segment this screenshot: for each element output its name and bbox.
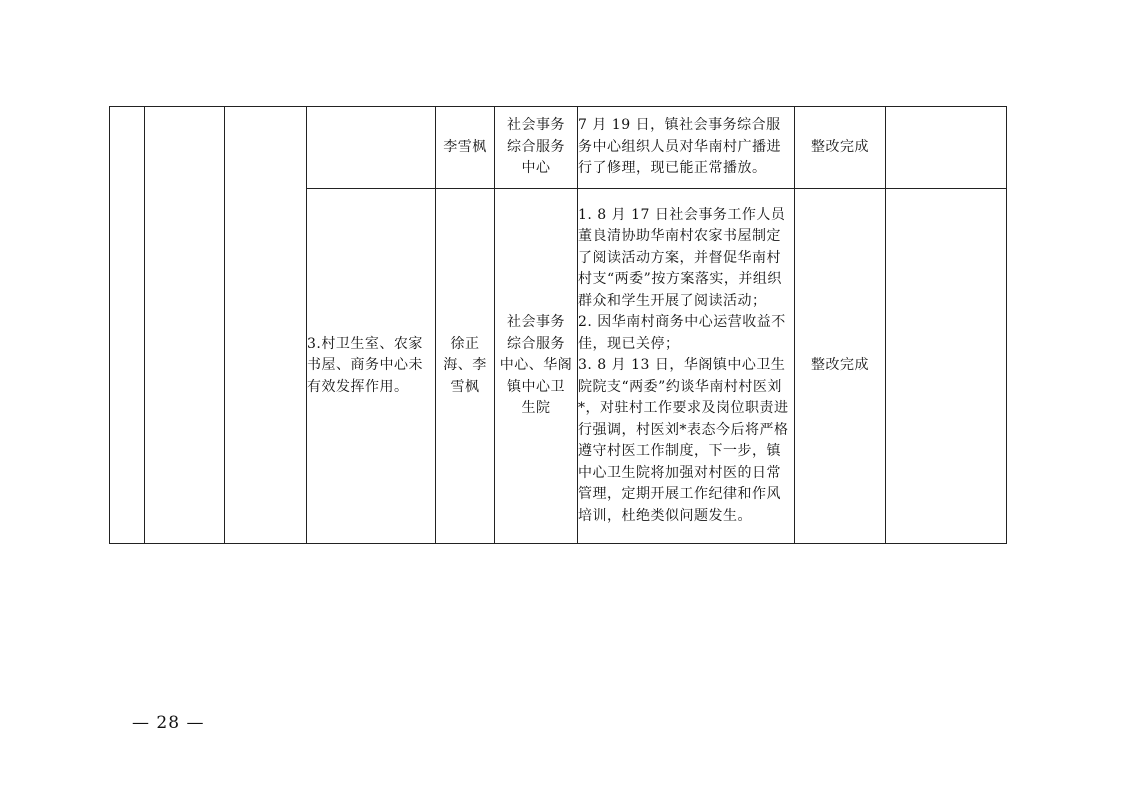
note-cell xyxy=(886,107,1007,189)
rectification-table xyxy=(109,106,1007,544)
measures-text: 7 月 19 日，镇社会事务综合服务中心组织人员对华南村广播进行了修理，现已能正常播放。 xyxy=(578,117,781,177)
responsible-unit-cell xyxy=(495,107,578,189)
table-row xyxy=(110,107,1007,189)
status-text: 整改完成 xyxy=(811,357,869,374)
page-number: — 28 — xyxy=(132,713,205,733)
responsible-person-cell xyxy=(436,189,495,544)
issue-cell xyxy=(307,107,436,189)
measures-cell xyxy=(578,189,795,544)
index-cell xyxy=(110,107,145,544)
responsible-unit-text: 社会事务 综合服务 中心 xyxy=(507,117,565,177)
responsible-person-text: 徐正 海、李 雪枫 xyxy=(443,335,487,395)
responsible-unit-cell xyxy=(495,189,578,544)
status-text: 整改完成 xyxy=(811,138,869,155)
note-cell xyxy=(886,189,1007,544)
subcategory-cell xyxy=(225,107,307,544)
measures-cell xyxy=(578,107,795,189)
status-cell xyxy=(795,189,886,544)
status-cell xyxy=(795,107,886,189)
responsible-person-cell xyxy=(436,107,495,189)
responsible-person-text: 李雪枫 xyxy=(443,138,487,155)
category-cell xyxy=(145,107,225,544)
issue-text: 3.村卫生室、农家书屋、商务中心未有效发挥作用。 xyxy=(307,335,423,395)
issue-cell xyxy=(307,189,436,544)
measures-text: 1. 8 月 17 日社会事务工作人员董良清协助华南村农家书屋制定了阅读活动方案，并督促华南村村支“两委”按方案落实，并组织群众和学生开展了阅读活动； 2. 因华南村商务中心运营收益不佳，现已关停； 3. 8 月 13 日，华阁镇中心卫生院院支“两委”约谈华南村村医刘*，对驻村工作要求及岗位职责进行强调，村医刘*表态今后将严格遵守村医工作制度，下一步，镇中心卫生院将加强对村医的日常管理，定期开展工作纪律和作风培训，杜绝类似问题发生。 xyxy=(578,206,789,524)
responsible-unit-text: 社会事务 综合服务 中心、华阁 镇中心卫 生院 xyxy=(499,314,573,417)
